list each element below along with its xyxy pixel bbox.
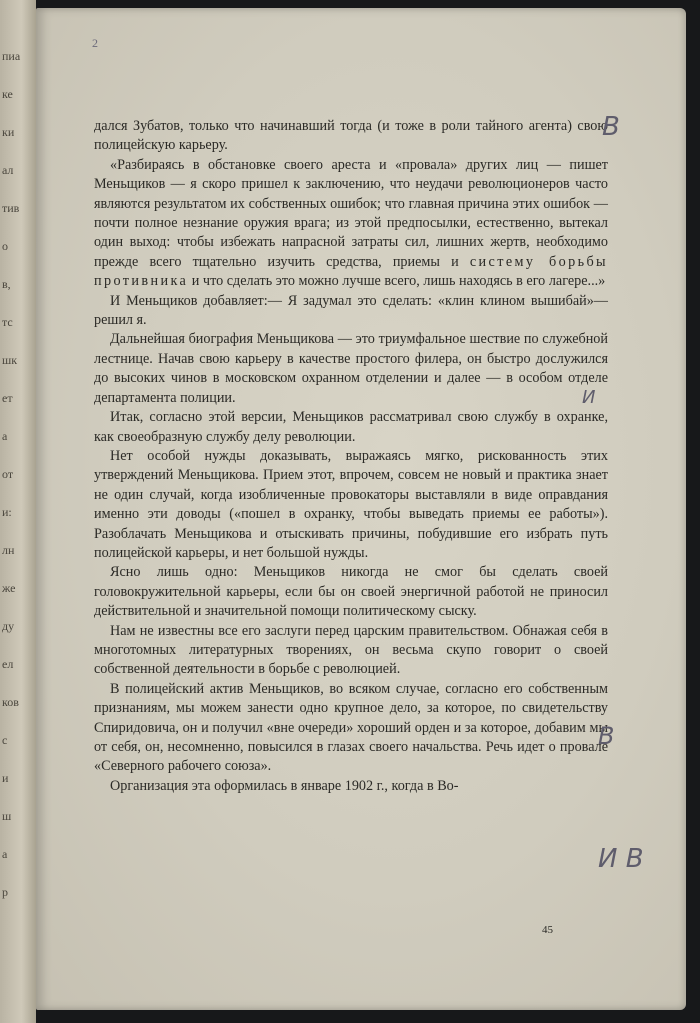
emphasized-text: систему борьбы противника — [94, 253, 608, 290]
facing-page-fragment: а — [2, 429, 8, 443]
paragraph: Ясно лишь одно: Меньщиков никогда не смог бы сделать своей головокружительной карьеры, если бы он своей энергичной работой не приносил действительной и значительной помощи политическому сыску. — [94, 564, 608, 620]
facing-page-fragment: ал — [2, 163, 14, 177]
facing-page-fragment: от — [2, 467, 14, 481]
paragraph: В полицейский актив Меньщиков, во всяком случае, согласно его собственным признаниям, мы можем занести одно крупное дело, за которое, по свидетельству Спиридовича, он и получил «вне очереди» хороший орден и за которое, добавим мы от себя, он, несомненно, повысился в глазах своего начальства. Речь идет о провале «Северного рабочего союза». — [94, 680, 608, 775]
paragraph: Дальнейшая биография Меньщикова — это триумфальное шествие по служебной лестнице. Начав свою карьеру в качестве простого филера, он быстро дослужился до высоких чинов в московском охранном отделении и далее — в особом отделе департамента полиции. — [94, 331, 608, 406]
margin-note: В — [602, 112, 620, 142]
facing-page-fragment: с — [2, 733, 8, 747]
facing-page-fragment: ки — [2, 125, 15, 139]
facing-page-fragment: пиа — [2, 49, 21, 63]
facing-page-fragment: в, — [2, 277, 11, 291]
paragraph: Нам не известны все его заслуги перед царским правительством. Обнажая себя в многотомных литературных творениях, он весьма скупо говорит о своей собственной деятельности в борьбе с революцией. — [94, 622, 608, 678]
paragraph: И Меньщиков добавляет:— Я задумал это сделать: «клин клином вышибай»—решил я. — [94, 292, 608, 329]
facing-page-fragment: лн — [2, 543, 15, 557]
paragraph: Организация эта оформилась в январе 1902 г., когда в Во- — [110, 777, 459, 794]
page-number: 45 — [542, 924, 553, 936]
facing-page-fragment: тив — [2, 201, 20, 215]
paragraph: Итак, согласно этой версии, Меньщиков рассматривал свою службу в охранке, как своеобразную службу делу революции. — [94, 409, 608, 445]
facing-page-fragment: ду — [2, 619, 15, 633]
page-text — [94, 117, 608, 796]
facing-page-fragment: ет — [2, 391, 13, 405]
facing-page-fragment: же — [2, 581, 16, 595]
adjacent-page-edge — [0, 0, 36, 1023]
facing-page-fragment: ел — [2, 657, 14, 671]
paragraph: Нет особой нужды доказывать, выражаясь мягко, рискованность этих утверждений Меньщикова. Прием этот, впрочем, совсем не новый и практика знает не один случай, когда изобличенные провокаторы выставляли в виде оправдания именно эти доводы («пошел в охранку, чтобы выведать приемы ее работы»). Разоблачать Меньщикова и отыскивать причины, побудившие его избрать путь полицейской карьеры, и нет большой нужды. — [94, 447, 608, 561]
facing-page-fragment: о — [2, 239, 8, 253]
facing-page-fragment: тс — [2, 315, 13, 329]
facing-page-fragment: ш — [2, 809, 12, 823]
margin-note: И В — [598, 844, 644, 874]
paragraph: дался Зубатов, только что начинавший тогда (и тоже в роли тайного агента) свою полицейскую карьеру. — [94, 118, 608, 154]
facing-page-fragment: и: — [2, 505, 12, 519]
margin-note: И — [582, 387, 596, 408]
facing-page-fragment: а — [2, 847, 8, 861]
facing-page-fragment: шк — [2, 353, 18, 367]
facing-page-fragment: ке — [2, 87, 13, 101]
margin-note: В — [598, 722, 615, 750]
facing-page-fragment: р — [2, 885, 8, 899]
book-page — [36, 8, 686, 1010]
facing-page-fragment: ков — [2, 695, 19, 709]
paragraph: «Разбираясь в обстановке своего ареста и «провала» других лиц — пишет Меньщиков — я скоро пришел к заключению, что неудачи революционеров часто являются результатом их собственных ошибок; что главная причина этих ошибок — почти полное незнание оружия врага; из этой предпосылки, естественно, вытекал один выход: чтобы избежать напрасной затраты сил, лишних жертв, необходимо прежде всего тщательно изучить средства, приемы и систему борьбы противника и что сделать это можно лучше всего, лишь находясь в его лагере...» — [94, 156, 608, 290]
page-corner-mark: 2 — [92, 36, 98, 50]
facing-page-fragment: и — [2, 771, 9, 785]
